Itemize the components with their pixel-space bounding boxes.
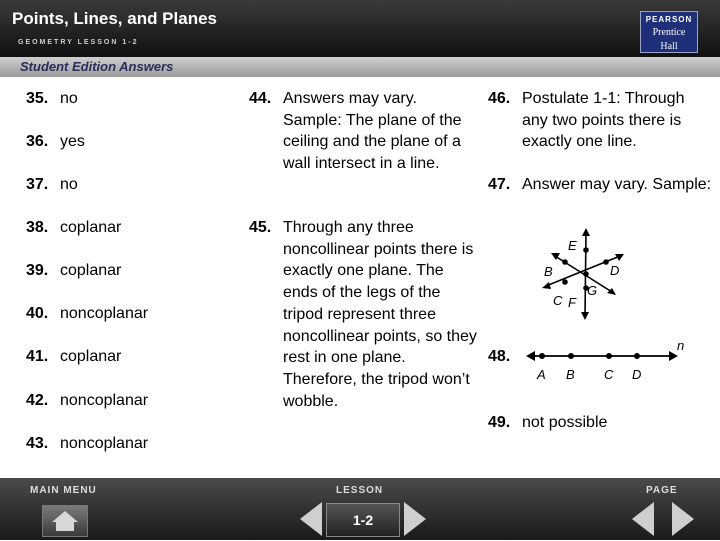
home-icon — [43, 506, 87, 536]
answer-number: 47. — [488, 176, 511, 193]
arrowhead — [542, 282, 551, 289]
answer-text: Answer may vary. Sample: — [522, 176, 712, 193]
answer-43 — [26, 433, 149, 455]
section-title: Student Edition Answers — [20, 59, 174, 74]
label-d: D — [632, 367, 642, 382]
answer-37 — [26, 174, 78, 196]
figure-47-diagram — [530, 226, 640, 320]
lesson-subtitle: GEOMETRY LESSON 1-2 — [18, 39, 139, 46]
answer-text: no — [60, 176, 78, 193]
pearson-logo — [640, 11, 698, 53]
answer-44 — [249, 88, 462, 173]
answer-40 — [26, 303, 149, 325]
logo-line2: Hall — [660, 41, 678, 52]
main-menu-label: MAIN MENU — [30, 485, 97, 496]
answer-number: 43. — [26, 435, 49, 452]
answer-text: not possible — [522, 414, 608, 431]
next-page-icon[interactable] — [672, 502, 694, 536]
section-bar — [0, 57, 720, 77]
answer-49 — [488, 412, 608, 434]
answer-text: coplanar — [60, 348, 122, 365]
answer-number: 45. — [249, 219, 272, 236]
figure-48-diagram — [522, 336, 690, 384]
point-b — [562, 259, 568, 265]
footer-nav — [0, 478, 720, 540]
prev-lesson-icon[interactable] — [300, 502, 322, 536]
answer-number: 37. — [26, 176, 49, 193]
label-n: n — [677, 338, 685, 353]
answer-number: 36. — [26, 133, 49, 150]
answer-text: noncoplanar — [60, 305, 149, 322]
answer-36 — [26, 131, 85, 153]
answer-39 — [26, 260, 122, 282]
answer-number: 39. — [26, 262, 49, 279]
label-f: F — [568, 295, 576, 310]
answer-number: 38. — [26, 219, 49, 236]
answer-42 — [26, 390, 149, 412]
page-title: Points, Lines, and Planes — [12, 9, 217, 28]
answer-number: 35. — [26, 90, 49, 107]
answer-number: 46. — [488, 90, 511, 107]
lesson-number-button[interactable]: 1-2 — [326, 503, 400, 537]
label-d: D — [610, 263, 620, 278]
label-c: C — [604, 367, 614, 382]
point-intersection — [583, 271, 589, 277]
answer-47 — [488, 174, 712, 196]
arrowhead — [526, 351, 535, 361]
point-a — [539, 353, 545, 359]
answer-number: 49. — [488, 414, 511, 431]
answer-text: coplanar — [60, 262, 122, 279]
prev-page-icon[interactable] — [632, 502, 654, 536]
answer-text: no — [60, 90, 78, 107]
label-a: A — [537, 367, 546, 382]
answer-text: Answers may vary. Sample: The plane of the ceiling and the plane of a wall intersect in a line. — [283, 90, 462, 173]
point-d — [634, 353, 640, 359]
point-e — [583, 247, 589, 253]
label-b: B — [566, 367, 575, 382]
answer-46 — [488, 88, 685, 151]
answer-number: 42. — [26, 392, 49, 409]
next-lesson-icon[interactable] — [404, 502, 426, 536]
answer-text: yes — [60, 133, 85, 150]
answer-text: noncoplanar — [60, 435, 149, 452]
lesson-label: LESSON — [336, 485, 384, 496]
point-c — [606, 353, 612, 359]
point-c — [562, 279, 568, 285]
point-d — [603, 259, 609, 265]
arrowhead — [581, 312, 589, 320]
label-e: E — [568, 238, 577, 253]
main-menu-button[interactable] — [42, 505, 88, 537]
label-g: G — [587, 283, 598, 298]
answer-45 — [249, 217, 477, 410]
point-b — [568, 353, 574, 359]
answer-text: Postulate 1-1: Through any two points there is exactly one line. — [522, 90, 685, 151]
answer-48 — [488, 346, 510, 368]
answer-number: 40. — [26, 305, 49, 322]
answer-number: 44. — [249, 90, 272, 107]
logo-line1: Prentice — [652, 27, 686, 38]
answer-38 — [26, 217, 122, 239]
answer-number: 48. — [488, 348, 511, 365]
answer-41 — [26, 346, 122, 368]
answer-35 — [26, 88, 78, 110]
arrowhead — [582, 228, 590, 236]
figure-line-upward — [546, 256, 620, 286]
answer-text: noncoplanar — [60, 392, 149, 409]
answer-text: coplanar — [60, 219, 122, 236]
header — [0, 0, 720, 57]
page-label: PAGE — [646, 485, 678, 496]
logo-brand: PEARSON — [645, 15, 693, 24]
label-b: B — [544, 264, 553, 279]
label-c: C — [553, 293, 563, 308]
answer-number: 41. — [26, 348, 49, 365]
answer-text: Through any three noncollinear points there is exactly one plane. The ends of the legs of the tripod represent three noncollinear points, so they rest in one plane. Therefore, the tripod won’t wobble. — [283, 219, 477, 410]
